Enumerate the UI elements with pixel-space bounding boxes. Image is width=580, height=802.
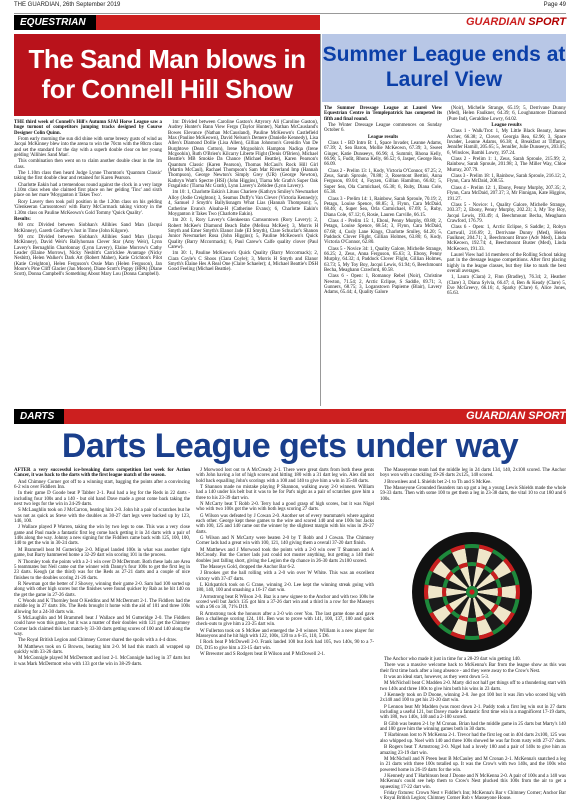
dartboard-photo [378,529,566,655]
darts-column-3-bottom [380,657,566,802]
article-paragraph: The Royal British Legion and Chimney Corner shared the spoils with a 4-4 draw. [18,638,178,644]
article-paragraph: Class 5 - Novice 34: 1, Quality Galore, Michelle Strange, 66.25; 2, Zeus, Anna Ferguson, 65.63; 3, Ebony, Penny Murphy, 64.32; 4, Paddock Clover Flight, Gillian Holmes, 63.73; 5, My Toy Boy, Jacqui Lewis, 61.94; 6, Beechmount Becha, Meaghann Crawford, 60.58. [324,246,442,273]
article-paragraph: N Thornley took the points with a 2-1 win over D McDermott. Both these lads are Area 5 teammates but Neil came out the winner with Danny's four 100s to get the first leg in 23 darts. Keogh (at the third) was for the Reds as 27-21 darts and a couple of nice finishes to the doubles scoring 21-26 darts. [14,559,190,581]
article-paragraph: Class 4 - Prelim 12: 1, Ebony, Penny Murphy, 207.35; 2, Flynn, Cara McDaid, 207.37; 3, Mr Finnigan, Kate Higgins, 191.27. [447,185,566,202]
article-paragraph: G Wilson was defeated by J Cowan 2-0. Another set of every teammate's where against each other. George kept these games to the wire and scored 140 and one 100s but Jacks with 100, 125 and 140 came out the winner by the slightest margin with his wins in 29-27 darts. [196,513,374,535]
article-paragraph: M McConnigle played M McDermott and lost 2-1. McConnigle had leg in 37 darts but it was Mark McDermott who with 133 got the win in 38-29 darts. [14,656,190,667]
article-paragraph: Class 5 - Novice: 1, Quality Galore, Michelle Strange, 203.37; 2, Ebony, Penny Murphy, 202.23; 3, My Toy Boy, Jacqui Lewis, 193.49; 4, Beechmount Becha, Meaghann Crawford, 176.79. [447,202,566,224]
article-paragraph: I Rock beat P McDowell 2-0. Frank landed 100 but Jock had 105, two 140s, 90 to a 7-D5, D15 to give him a 23-15 dart win. [196,640,374,651]
article-paragraph: M Matthews and J Morwood took the points with a 2-0 win over T Shannon and A McCready. But the Corner lads just could not muster anything, but getting a 140 their doubles just falling short, giving the Legion the dp chance in 26-30 darts 2x100 scored. [196,547,374,564]
article-paragraph: J Morwood lost out to A McCready 2-1. There were great darts from both these gents with John having a lot of high scores and hitting 180 with a 31 dart leg win. Alex did not hold back equalling John's scorings with a 100 and 140 to give him a win in 35-40 darts. [196,468,374,484]
guardian-logo-word: GUARDIAN [465,410,526,422]
guardian-logo-word: GUARDIAN [465,16,526,28]
article-paragraph: This combination then went on to claim another double clear in the 1m class. [14,159,162,170]
darts-column-2 [196,468,374,733]
equestrian-headline: The Sand Man blows in for Connell Hill Show [14,34,320,116]
article-paragraph: 1m 20: 1, Rory Lavery's Glenkeeran Carnsontown (Rory Lavery); 2, Robert McKee's Diamond Beach Babe (Melissa McKee); 3, Morris H Smyth and Emer Smyth's Elanor Jade (EI Smyth), Clare Schuclar's Shanon Junior Newmarket Rosa (John Higgins); 5, Pauline McKeown's Quick Quality (Barry Mccormack); 6, Paul Carew's Calfe quality clover (Paul Carew). [168,218,318,250]
article-paragraph: 1m 30: 1, Pauline McKeown's Quick Quality (Barry Mccormack); 2, Ciara Coyle's C Shoos (Ciara Coyle); 3, Morris H Smyth and Elanor Smyth's Elaine Hes A Real One (Claire Schaeler); 4, Michael Beattie's DSH Good Feeling (Michael Beattie). [168,251,318,273]
summer-column-1 [324,106,442,406]
equestrian-section-bar [14,15,320,30]
article-paragraph: R Armstrong took the honours after a 2-0 win over You. The last game done and gave Ben a challenge scoring 124, 101. Ben was to prove with 141, 100, 137, 100 and quick check-outs to give him a 23-25 dart win. [196,611,374,628]
equestrian-lead: THE third week of Connell's Hill's Autumn SJAI Horse League saw a huge turnout of competitors jumping tracks designed by Course Designer Colin Quinn. [14,120,162,136]
article-paragraph: The Anchor who made it just in time for a 28-29 dart win getting 140. [384,657,521,662]
article-paragraph: J Brownlees and L Shields bet 2-1 to Th and S McKee. [384,479,492,485]
article-paragraph: Class 6 - Open: 1, Romanoy Rebel (Noir), Christine Newton, 71.54; 2, Arctic Eclipse, S Saddle, 69.71; 3, Gunners, 68.75; 3, Loganstown Papieme (Blair), Lavery Adams, 65.44; 4, Quality Galore [324,274,442,296]
article-paragraph: M McNicholl and N Preen beat B McCauley and M Cronan 2-1. McKenna's snatched a leg in 21 darts with three 100s totalled up. It was the Crow's with two 140s, and the 100s who powered home in 26-19 darts for the win. [380,756,566,773]
article-paragraph: In their game D Goode beat P Tabber 2-1. Paul had a leg for the Reds in 22 darts - including four 100s and a 140 - but old hand Dave made a great come back taking the next two legs for the win in 24-29 darts. [14,491,190,508]
results-heading: Results: [14,216,31,222]
dartboard-icon [378,529,566,655]
column-divider [320,34,321,406]
article-paragraph: 1m 10: 1, Charlotte Eakin's Lituus Chariere (Kathryn Smiley's Newmarket Alloy (Jodie Creighton); 3, Seamus Duffy's Van Clever (Victoria Kennedy); 4, Samuel J Smyth's Ballylisnagm What Lias (Hannah Thompson); 5, Catherine Evans's Aloaha-H (Catherine Evans); 6, Charlotte Eakin's Moyganton it Takes Two (Charlotte Eakin). [168,190,319,217]
article-paragraph: Laurel View had 14 members of the Rolling School taking part in the dressage league competitions. After first placing highly in the league classes, but they like to mark the best overall averages. [447,252,566,274]
article-paragraph: The Masseyone Grounded fieanders ran up got a leg a young Lewis Shields made the whole 59-33 darts. Then with some 100 to get them a leg in 23-38 darts, the vital 10 to cut 180 and 6 100s. [380,486,566,502]
article-paragraph: Class 4 - Prelim 15: 1, Eboni, Penny Murphy, 69.80; 2, Petagu, Louise Spence, 68.54; 3, Flynn, Cara McDaid, 67.68; 4, Cusly Lane Kings, Charlotte Smiley, 64.20; 5, Paddock Clover Flight, Gillian Holmes, 63.80; 6, Kody, Victoria O'Connor, 62.80. [324,218,442,246]
results-heading: League results [367,134,399,140]
page-number: Page 49 [543,2,566,8]
article-paragraph: M Matthews took on G Browns, beating him 2-0. M had this match all wrapped up quickly with 33-26 darts. [14,644,190,655]
summer-column-2 [447,106,566,406]
article-paragraph: There was a massive welcome back to McKenna's Bar from the league show as this was their first time back after a long absence - and they were away to the Crow's Nest. [380,663,566,674]
article-paragraph: S McLaughlin took on J McCarron, beating him 2-0. John hit a pair of scratches but he was not as quick as Steve with the doubles as 30-27 dart legs were backed up by 123, 146, 100. [14,508,190,525]
article-paragraph: N McCarty beat T Robb 2-0. Terry had a good grasp of high scores, but it was Nigel who with two 100s got the win with both legs scoring 27 darts. [196,502,374,513]
article-paragraph: The Masseyenne team had the middle leg in 24 darts 134, 140, 2x100 scored. The Anchor boys won with a crackling 19-26 darts 2x125, 140 scored. [380,468,566,479]
article-paragraph: Class 1 - BD Intro B: 1, Space Invader, Leanne Adams, 67.39; 2, Sea Baron, Mollie McKeown, 67.39; 3, Sweet Ginger, Katie Dunseeys, 66.96; 4, Summit, Rhona Kelly, 66.96; 5, Fudit, Rhona Kelly, 66.52; 6, Jasper, George Rea, 66.09. [324,141,442,168]
publication-date: THE GUARDIAN, 26th September 2019 [14,2,121,8]
article-paragraph: T Harbinson lost to N McKenna 2-1. Trevor had the first leg out in 404 darts 2x100, 125 was also whipped up. Noel with 140 and three 100s showed he was far from rusty with 27-27 darts. [380,733,566,744]
article-paragraph: J Brookes got the ball rolling with a 2-0 win over W White. This was an excellent victory with 37-47 darts. [196,571,374,582]
article-paragraph: The Winter Dressage League commences on Sunday October 6. [324,123,442,134]
article-paragraph: T Shannon made no mistake playing P Shannon, walking away 2-0 winners. William had a 140 under his belt but it was to be for Pat's night as a pair of scratches gave him a three to his 23-39 dart win. [196,485,374,501]
article-paragraph: And Chimney Corner got off to a winning start, bagging the points after a convincing 6-2 win over Fiddlers Inn. [14,479,190,491]
darts-headline: Darts League gets under way [61,427,519,465]
darts-column-1 [14,468,190,733]
equestrian-column-2 [168,120,318,406]
article-paragraph: P Lennon beat Mr Madden (was most down 2-1. Paddy took a first leg win out in 27 darts including a useful 121, but Davey made a fantastic first time win in a magnificent 17-19 darts, with 180, two 140s, 140 and a 2-100 scored. [380,704,566,721]
article-paragraph: J Kennedy and T Harbinson beat J Doone and N McKenna 2-0. A pair of 100s and a 140 was McKenna's could see help them to Crow's Nest plucked this 100s from the air to get a squeezing 17-22 dart win. [380,773,566,790]
darts-column-3-top [380,468,566,528]
results-heading: League results [491,123,522,129]
article-paragraph: M Brammell beat M Gutteridge 2-0. Miguel landed 100s in what was another tight game, but Barry hammered home a 32-29 dart win scoring 101 in the process. [14,547,190,559]
summer-lead: The Summer Dressage League at Laurel View Equestrian Centre in Templepatrick has competed its fifth and final round. [324,106,442,122]
sport-logo-word: SPORT [528,16,566,28]
article-paragraph: The 1.10m class then heard Judge Lynne Thornton's 'Quantum Classic' taking the first double clear and retained for Karen Pearson. [14,171,162,182]
article-paragraph: J Kennedy took on D Doone, winning 2-0. Joe got 100 but it was Jim who scored big with 2x140 and 100 to get his 21-20 dart win. [380,693,566,704]
article-paragraph: C Woods and K Thornley beat O Keddins and M McDermott 2-1. The Fiddlers had the middle leg in 27 darts 18s. The Reds brought it home with the aid of 101 and three 100s allowing for a 24-30 darts win. [14,598,190,615]
article-paragraph: Charlotte Eakin had a tremendous round against the clock in a very large 1.10m class when she claimed first place on her gelding 'Tinc' and sixth place on her mare 'Moyganton it Takes Two'. [14,182,162,199]
equestrian-section-label: EQUESTRIAN [14,15,96,30]
article-paragraph: J Wallace played P Warren, taking the win by two legs to one. This was a very close game and Paul made a fantastic first leg come back getting it in 24 darts with a pair of 140s along the way. Johnny a new signing for the Fiddlers came back with 125, 100, 100, 140 to get the win in 30-24 darts. [14,525,190,547]
article-paragraph: M McNicholl beat C Madden 2-0. Marty did not half get things off to a thundering start with two 140s and three 100s to give him both his wins in 23 darts. [380,681,566,692]
guardian-sport-logo [322,409,566,424]
article-paragraph: G Wilson and N McCarty were beaten 2-0 by T Robb and J Cowan. The Chimney Corner lads had a great win with 100, 121, 140 giving them a overall 37-20 dart finish. [196,536,374,547]
page-header [14,0,566,14]
darts-lead: AFTER a very successful ice-breaking darts competition last week for Action Cancer, it was back to the darts with the first league match of the season. [14,468,190,479]
summer-league-headline: Summer League ends at Laurel View [322,34,566,102]
article-paragraph: B Gibb was beaten 2-1 by M Cronan. Brian had the middle game in 25 darts but Marty's 140 and 100 gave him the winning games both in 30 darts. [380,721,566,733]
article-paragraph: Class 2 - Prelim 13: 1, Kody, Victoria O'Connor, 67.25; 2, Zeus, Sarah Sproule, 70.88; 3, Rosemont Bertini, Anna Ferguson, 69.04; 4, Fayzen, Gillian Hamilton, 66.82; 5, Super Sea, Ola Carmichael, 65.38; 6, Ruby, Diana Cole, 65.38. [324,168,442,196]
article-paragraph: (Noir), Michelle Strange, 65.19; 5, Derrivane Dunny (Med), Helen Faulkner, 64.39; 6, Loughnamore Diamond (Pure Ind), Geraldine Lowry, 64.02. [447,106,566,122]
article-paragraph: Friday fixtures: Crown Nest v Fiddler's Inn; McKenna's Bar v Chimney Corner; Anchor Bar v Royal British Legion; Chimney Corner Rob v Masseyone House. [380,790,566,802]
article-paragraph: Rory Lavery then took poll position in the 1.20m class on his gelding 'Glenkeeran Carnsontown' with Barry McCormack taking victory in the 1.30m class on Pauline McKeown's Gold Tommy 'Quick Quality'. [14,199,162,216]
equestrian-column-1 [14,120,162,406]
article-paragraph: Class 1 - Walk/Trot: 1, My Little Black Beauty, James Archer, 66.38; 2, Clover, Georgia Rea, 62.96; 3, Space Invader, Leanne Adams, 66.38; 4, Breakfast at Tiffanys, Jennifer Hamill, 205.65; 5, Jennifer, Julie Dunseeys, 203.05; 6, Winslow, Bambi Lowry, 197.24. [447,129,566,156]
article-paragraph: Class 3 - Prelim 18: 1, Rainbow, Sarah Sproule, 216.12; 2, Flynn, Cara McDaid, 208.55. [447,174,566,185]
article-paragraph: Class 2 - Prelim 1: 1, Zeus, Sarah Sproule, 215.99; 2, Rainbow, Sarah Sproule, 201.98; 3, The Miller Way, Chloe Murray, 207.79. [447,157,566,173]
article-paragraph: 1, Laura (Ciara) 2, Finn (Bradley), 76.34; 2, Heather (Clare) 3, Diana Sylvia, 66.47; 4, Ben & Keady (Clare) 5, Eve McGreevy, 66.16; 4, Sparky (Clare) 6, Alice Jones, 65.63. [447,275,566,297]
guardian-sport-logo [322,15,566,30]
article-paragraph: B Rogers beat T Armstrong 2-0. Nigel had a lovely 180 and a pair of 140s to give him an amazing 23-19 dart win. [380,745,566,756]
article-paragraph: From early morning the sun did shine with some breezy gusts of wind as Jacqui McKinney blew into the arena to win the 70cm with the 80cm class and set the standard for the day with a superb double clear on her young gelding 'Allihies Sand Man'. [14,137,162,159]
article-paragraph: Class 6 - Open: 1, Arctic Eclipse, S Saddle; 2, Robyn Cartwall, 216.69; 2, Derrivane Dunny (Med), Helen Faulkner, 204.71; 3, Beechmount Bruce (Adv Med), Linda McKeown, 192.74; 4, Beechmount Buster (Med), Linda McKeown, 191.33. [447,225,566,252]
article-paragraph: Class 3 - Prelim 14: 1, Rainbow, Sarah Sproule, 70.19; 2, Petagu, Louise Spence, 68.85; 3, Flynn, Cara McDaid, 68.46; 4, Super Sea, Orla Carmichael, 67.69; 5, Ruby, Diana Cole, 67.12; 6, Rosie, Lauren Carville, 66.15. [324,196,442,218]
article-paragraph: J Armstrong beat R Wilson 2-0. Baz is a new signee to the Anchor and with two 100s he scored well but Jack's 135 got him a 37-26 dart win and a third in a row for the Masseys with a 96 co 30, 71% D19. [196,594,374,611]
darts-section-label: DARTS [14,409,64,424]
article-paragraph: L Kirkpatrick took on G Crane, winning 2-0. Lee kept the winning streak going with 180, 140, 100 and smashing a 16-17 dart win. [196,582,374,594]
article-paragraph: It was an ideal start, however, as they went down 5-3. [384,675,490,681]
article-paragraph: R Newman got the better of J Shovey, winning their game 2-0. Sam had 100 sorted up along with other high scores but the finishes were found quicker by Rab as he hit 140 on the get the game in 27-26 darts. [14,581,190,598]
article-paragraph: 90 cm: Divided between Siobhan's Allihies Sand Man (Jacqui McKinney), David Weir's Ballyhornan Clever Star (Amy Weir), Lynn Lavery's Bernaghlin Chardonnay (Lynn Lavery), Elaine Morrow's Cathy Leader (Elaine Morrow), Nicky Nesbitt's Carricklee Avantage (Nicky Nesbitt), Helen Walker's Dark Art (Robert Maher), Katie Crichton's Pilot (Katie Creighton), Helen Ferguson's Ossie Man (Helen Ferguson), Jan Moore's Pine Cliff Glacier (Jan Moore), Diane Scott's Poppy (HPA) (Diane Scott), Donna Campbell's Something About Mary Lou (Donna Campbell). [14,234,162,278]
article-paragraph: W Fullerton took on S McKee and emerged the 2-0 winner. William is a new player for Masseyons and he hit high with 122, 100s, 120 to a 6-15, 110, 5 D6. [196,628,374,639]
article-paragraph: W Brewster and S Rodgers beat B Wilson and P McDowell 2-1. [200,652,326,657]
article-paragraph: 80 cm: Divided between Siobhan's Allihies Sand Man (Jacqui McKinney), Gareth Godfrey's Just in Time (John Kilgore). [14,223,162,234]
article-paragraph: The Masseys Gold, dropped the Anchor Bar 6-2. [200,564,296,570]
article-paragraph: S McLaughlin and M Brammell beat J Wallace and M Gutteridge 2-0. The Fiddlers could have won this game, but it was a matter of their doubles with 121 get the Chimney Corner lads claimed this last match-ly 33-30 darts getting scores of 100 and 140 along the way. [14,615,190,637]
sport-logo-word: SPORT [528,410,566,422]
article-paragraph: 1m: Divided between Caroline Gaston's Attyrory Ali (Caroline Gaston), Audrey Hunter's Bann View Fergo (Taylor Hunter), Nathan McCausland's Bowes Elevance (Nathan McCausland), Pauline McKeown's Castlefield Max (Pauline McKeown), David Nelson's Demere (Danielle Kennedy), Lisa Allen's Diamond Dollie (Lisa Allen), Gillian Johnston's Grenidin Van De Burghtove (Dean Cotton), Irene Mcgoohin's Hampton Nadiqa (Irene Mcgoohin), Ruth O'Brien's Kilcarry Liberte Flight (Denis O'Brien), Michael Beattie's MB Smokie Da Chance (Michael Beattie), Karen Pearson's Quantum Classic (Karen Pearson), Thomas McCaul's Rock Hill Girl (Martin McCaul), Rachael Thompson's Sam Mar Riverland Imp (Hannah Thompson), George Newton's Simply Grey (UR) (George Newton), Kathryn Watt's Spectre (HSI) (John Higgins), Tiarna Mc Grath's Super Oak Fragalistic (Tiarna Mc Grath), Lynn Lavery's Zebidee (Lynn Lavery). [168,120,318,190]
